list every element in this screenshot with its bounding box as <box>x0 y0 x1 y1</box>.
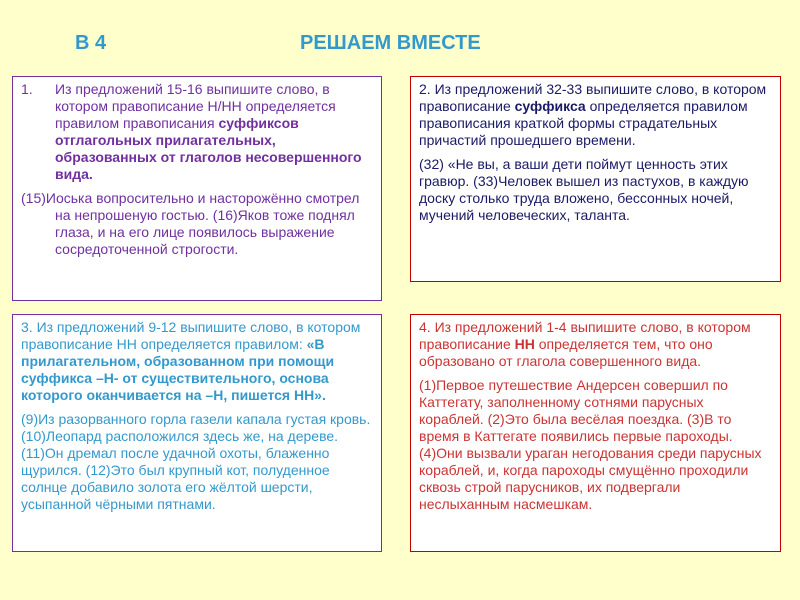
task-3-example: (9)Из разорванного горла газели капала густая кровь. (10)Леопард расположился здесь же, на дереве. (11)Он дремал после удачной охоты, блаженно щурился. (12)Это был крупный кот, полуденное солнце добавило золота его жёлтой шерсти, усыпанной чёрными пятнами. <box>21 411 371 512</box>
task-box-3 <box>12 314 382 552</box>
task-2-text-rest: определяется правилом правописания краткой формы страдательных причастий прошедшего времени. <box>419 98 748 148</box>
task-4-text: 4. Из предложений 1-4 выпишите слово, в котором правописание <box>419 319 751 352</box>
task-number-heading: В 4 <box>75 32 107 54</box>
task-2-bold: суффикса <box>514 98 586 114</box>
task-4-example: (1)Первое путешествие Андерсен совершил по Каттегату, заполненному сотнями парусных кораблей. (2)Это была весёлая поездка. (3)В то время в Каттегате появились первые пароходы. (4)Они вызвали ураган негодования среди парусных кораблей, и, когда пароходы смущённо проходили сквозь строй парусников, их подвергали неслыханным насмешкам. <box>419 377 762 512</box>
task-2-instruction <box>419 81 772 149</box>
task-1-instruction <box>21 81 373 183</box>
task-4-bold: НН <box>514 336 535 352</box>
task-4-text-rest: определяется тем, что оно образовано от глагола совершенного вида. <box>419 336 713 369</box>
page-title: РЕШАЕМ ВМЕСТЕ <box>300 32 481 54</box>
task-box-2 <box>410 76 781 282</box>
task-1-text: Из предложений 15-16 выпишите слово, в котором правописание Н/НН определяется правилом правописания <box>55 81 336 131</box>
task-3-rule: «В прилагательном, образованном при помощи суффикса –Н- от существительного, основа которого оканчивается на –Н, пишется НН». <box>21 336 335 403</box>
task-2-text: 2. Из предложений 32-33 выпишите слово, в котором правописание <box>419 81 767 114</box>
task-2-example: (32) «Не вы, а ваши дети поймут ценность этих гравюр. (33)Человек вышел из пастухов, в каждую доску столько труда вложено, бессонных ночей, мучений человеческих, таланта. <box>419 156 749 223</box>
task-1-number: 1. <box>21 81 33 97</box>
task-4-instruction <box>419 319 772 370</box>
task-1-example-text: Иоська вопросительно и насторожённо смотрел на непрошеную гостью. (16)Яков тоже поднял глаза, и на его лице появилось выражение сосредоточенной строгости. <box>45 190 360 257</box>
task-box-4 <box>410 314 781 552</box>
task-3-text: 3. Из предложений 9-12 выпишите слово, в котором правописание НН определяется правилом: <box>21 319 361 352</box>
task-1-example-label: (15) <box>21 190 46 206</box>
task-1-example <box>21 190 373 258</box>
task-3-instruction <box>21 319 373 404</box>
task-1-rule: суффиксов отглагольных прилагательных, образованных от глаголов несовершенного вида. <box>55 115 362 182</box>
task-box-1 <box>12 76 382 301</box>
